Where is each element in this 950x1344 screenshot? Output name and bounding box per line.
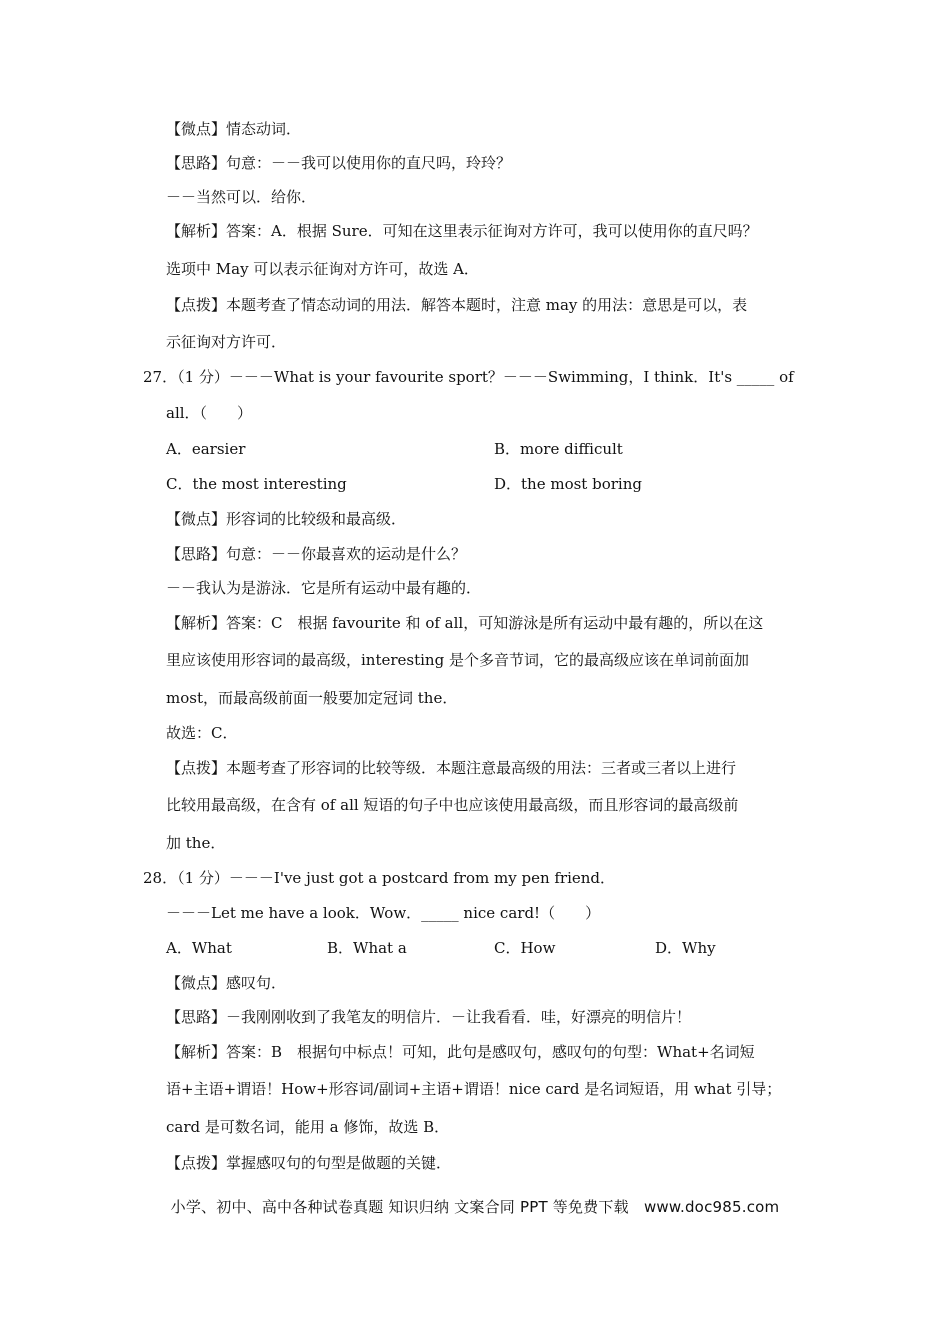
q28-jiexi-3: card 是可数名词，能用 a 修饰，故选 B． [166, 1118, 450, 1136]
q27-option-d: D．the most boring [494, 475, 642, 493]
q26-silu-2: －－当然可以．给你． [166, 188, 317, 206]
q27-dianbo-1: 【点拨】本题考查了形容词的比较等级．本题注意最高级的用法：三者或三者以上进行 [166, 759, 737, 777]
q28-jiexi-2: 语+主语+谓语！How+形容词/副词+主语+谓语！nice card 是名词短语，用 what 引导； [166, 1080, 782, 1098]
q28-dianbo: 【点拨】掌握感叹句的句型是做题的关键． [166, 1154, 452, 1172]
q28-option-a: A．What [166, 939, 232, 957]
q27-jiexi-3: most，而最高级前面一般要加定冠词 the． [166, 689, 458, 707]
q28-stem-2: －－－Let me have a look．Wow．_____ nice card!（ ） [166, 904, 601, 922]
q27-silu-1: 【思路】句意：－－你最喜欢的运动是什么？ [166, 545, 467, 563]
q28-option-d: D．Why [655, 939, 716, 957]
q26-jiexi-1: 【解析】答案：A．根据 Sure．可知在这里表示征询对方许可，我可以使用你的直尺吗？ [166, 222, 758, 240]
q26-weidian: 【微点】情态动词． [166, 120, 302, 138]
q27-jiexi-2: 里应该使用形容词的最高级，interesting 是个多音节词，它的最高级应该在单词前面加 [166, 651, 749, 669]
q27-jiexi-1: 【解析】答案：C 根据 favourite 和 of all，可知游泳是所有运动中最有趣的，所以在这 [166, 614, 764, 632]
q26-jiexi-2: 选项中 May 可以表示征询对方许可，故选 A． [166, 260, 479, 278]
q28-stem-1: 28．（1 分）－－－I've just got a postcard from my pen friend． [143, 869, 616, 887]
q28-option-c: C．How [494, 939, 556, 957]
q27-option-a: A．earsier [166, 440, 246, 458]
q26-dianbo-1: 【点拨】本题考查了情态动词的用法．解答本题时，注意 may 的用法：意思是可以，表 [166, 296, 748, 314]
q27-weidian: 【微点】形容词的比较级和最高级． [166, 510, 407, 528]
q27-option-b: B．more difficult [494, 440, 623, 458]
q27-option-c: C．the most interesting [166, 475, 347, 493]
q26-silu-1: 【思路】句意：－－我可以使用你的直尺吗，玲玲？ [166, 154, 512, 172]
q28-jiexi-1: 【解析】答案：B 根据句中标点！可知，此句是感叹句，感叹句的句型：What+名词短 [166, 1043, 755, 1061]
footer-banner: 小学、初中、高中各种试卷真题 知识归纳 文案合同 PPT 等免费下载 www.doc985.com [170, 1198, 780, 1216]
q27-dianbo-3: 加 the． [166, 834, 226, 852]
q28-weidian: 【微点】感叹句． [166, 974, 287, 992]
q27-dianbo-2: 比较用最高级，在含有 of all 短语的句子中也应该使用最高级，而且形容词的最高级前 [166, 796, 739, 814]
q28-silu: 【思路】－我刚刚收到了我笔友的明信片．－让我看看．哇，好漂亮的明信片！ [166, 1008, 692, 1026]
q27-stem-2: all．（ ） [166, 404, 253, 422]
q27-silu-2: －－我认为是游泳．它是所有运动中最有趣的． [166, 579, 482, 597]
q27-stem-1: 27．（1 分）－－－What is your favourite sport？－－－Swimming，I think．It's _____ of [143, 368, 794, 386]
q26-dianbo-2: 示征询对方许可． [166, 333, 287, 351]
q27-guxuan: 故选：C． [166, 724, 238, 742]
q28-option-b: B．What a [327, 939, 407, 957]
